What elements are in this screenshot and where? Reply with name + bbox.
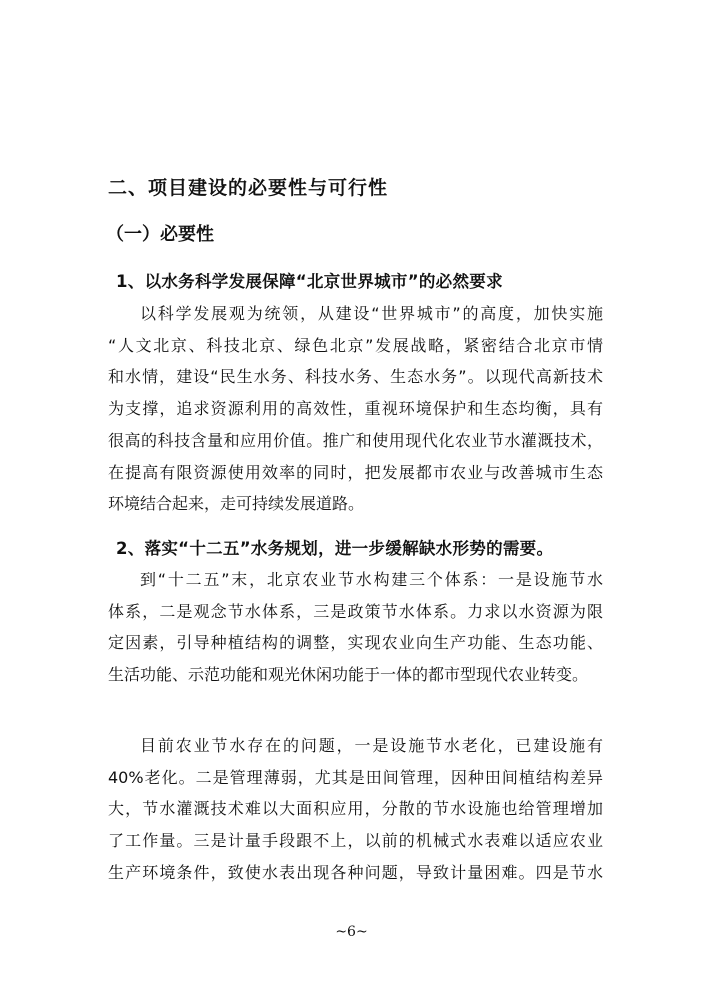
paragraph-line: 体系，二是观念节水体系，三是政策节水体系。力求以水资源为限 [108,601,603,621]
paragraph-line: 很高的科技含量和应用价值。推广和使用现代化农业节水灌溉技术， [108,430,603,450]
item1-paragraph [108,298,603,520]
paragraph-line: 到“十二五”末，北京农业节水构建三个体系：一是设施节水 [140,570,603,589]
paragraph-line: 和水情，建设“民生水务、科技水务、生态水务”。以现代高新技术 [108,367,603,387]
paragraph-line: 以科学发展观为统领，从建设“世界城市”的高度，加快实施 [140,304,603,323]
paragraph-line: 生活功能、示范功能和观光休闲功能于一体的都市型现代农业转变。 [108,665,589,685]
paragraph-line: 大，节水灌溉技术难以大面积应用，分散的节水设施也给管理增加 [108,799,603,819]
section-heading: 二、项目建设的必要性与可行性 [108,177,389,199]
item2-heading: 2、落实“十二五”水务规划，进一步缓解缺水形势的需要。 [116,539,554,558]
paragraph-line: 在提高有限资源使用效率的同时，把发展都市农业与改善城市生态 [108,462,603,482]
problems-paragraph [108,730,603,889]
item1-heading: 1、以水务科学发展保障“北京世界城市”的必然要求 [116,272,503,291]
item2-paragraph [108,564,603,691]
paragraph-line: 环境结合起来，走可持续发展道路。 [108,494,365,514]
paragraph-line: 定因素，引导种植结构的调整，实现农业向生产功能、生态功能、 [108,633,603,653]
paragraph-line: 40%老化。二是管理薄弱，尤其是田间管理，因种田间植结构差异 [108,767,603,787]
subsection-heading: （一）必要性 [106,224,214,245]
paragraph-line: 为支撑，追求资源利用的高效性，重视环境保护和生态均衡，具有 [108,399,603,419]
paragraph-line: “人文北京、科技北京、绿色北京”发展战略，紧密结合北京市情 [108,335,603,355]
paragraph-line: 生产环境条件，致使水表出现各种问题，导致计量困难。四是节水 [108,862,603,882]
paragraph-line: 了工作量。三是计量手段跟不上，以前的机械式水表难以适应农业 [108,831,603,851]
paragraph-line: 目前农业节水存在的问题，一是设施节水老化，已建设施有 [140,736,603,755]
page-number: ~6~ [335,924,368,940]
